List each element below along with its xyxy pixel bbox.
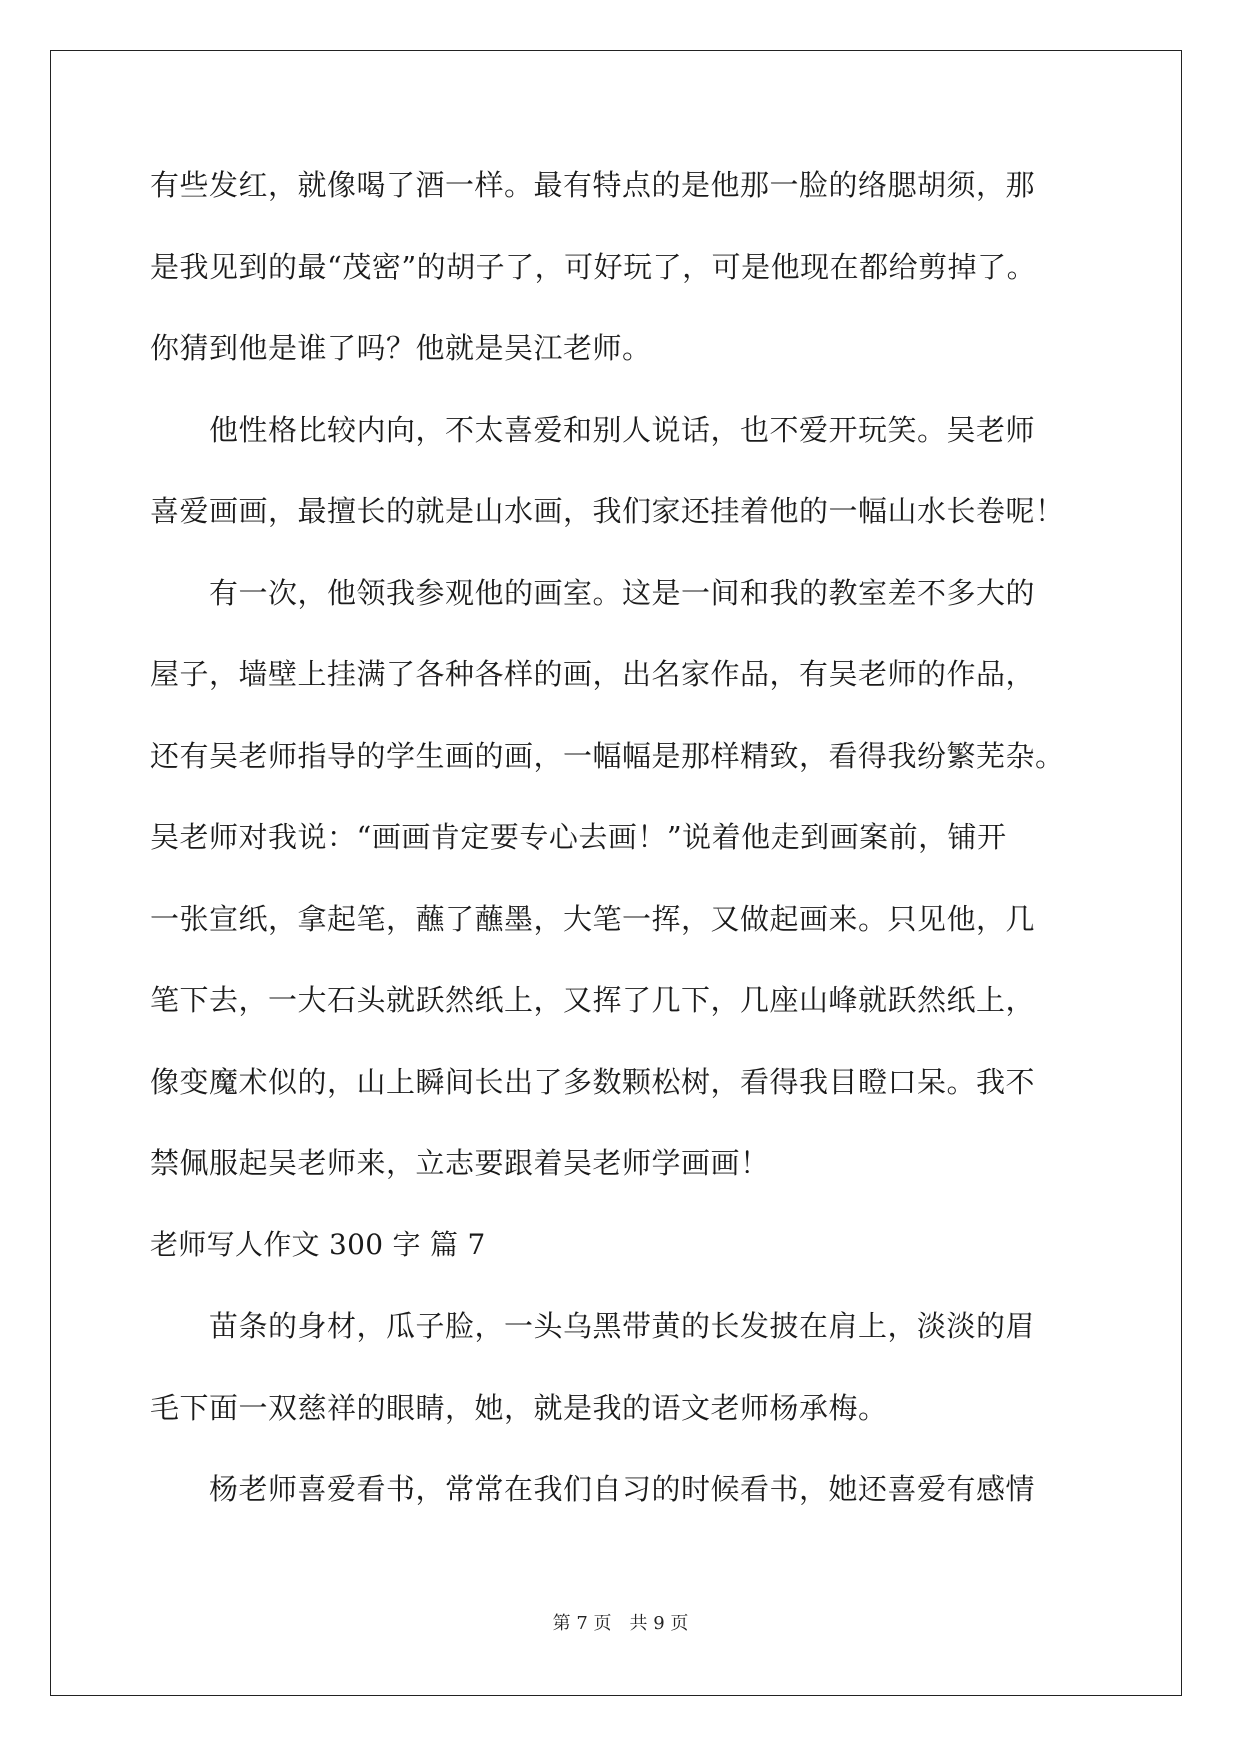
text-line: 毛下面一双慈祥的眼睛，她，就是我的语文老师杨承梅。 [150, 1390, 888, 1425]
document-body [150, 160, 1090, 1546]
text-line: 喜爱画画，最擅长的就是山水画，我们家还挂着他的一幅山水长卷呢！ [150, 494, 1065, 528]
text-line: 吴老师对我说：“画画肯定要专心去画！”说着他走到画案前，铺开 [150, 820, 1007, 854]
text-line: 屋子，墙壁上挂满了各种各样的画，出名家作品，有吴老师的作品， [150, 657, 1036, 691]
text-line: 禁佩服起吴老师来，立志要跟着吴老师学画画！ [150, 1146, 770, 1180]
section-heading: 老师写人作文 300 字 篇 7 [150, 1227, 486, 1261]
text-line: 笔下去，一大石头就跃然纸上，又挥了几下，几座山峰就跃然纸上， [150, 983, 1036, 1017]
text-line: 有一次，他领我参观他的画室。这是一间和我的教室差不多大的 [150, 575, 1036, 610]
text-line: 是我见到的最“茂密”的胡子了，可好玩了，可是他现在都给剪掉了。 [150, 249, 1037, 284]
text-line: 你猜到他是谁了吗？他就是吴江老师。 [150, 331, 652, 365]
text-line: 有些发红，就像喝了酒一样。最有特点的是他那一脸的络腮胡须，那 [150, 168, 1036, 202]
text-line: 一张宣纸，拿起笔，蘸了蘸墨，大笔一挥，又做起画来。只见他，几 [150, 901, 1036, 936]
text-line: 像变魔术似的，山上瞬间长出了多数颗松树，看得我目瞪口呆。我不 [150, 1064, 1036, 1099]
text-line: 杨老师喜爱看书，常常在我们自习的时候看书，她还喜爱有感情 [150, 1472, 1036, 1506]
text-line: 他性格比较内向，不太喜爱和别人说话，也不爱开玩笑。吴老师 [150, 412, 1036, 447]
text-line: 苗条的身材，瓜子脸，一头乌黑带黄的长发披在肩上，淡淡的眉 [150, 1309, 1036, 1343]
page-number-footer: 第 7 页 共 9 页 [552, 1613, 689, 1634]
text-line: 还有吴老师指导的学生画的画，一幅幅是那样精致，看得我纷繁芜杂。 [150, 738, 1065, 773]
